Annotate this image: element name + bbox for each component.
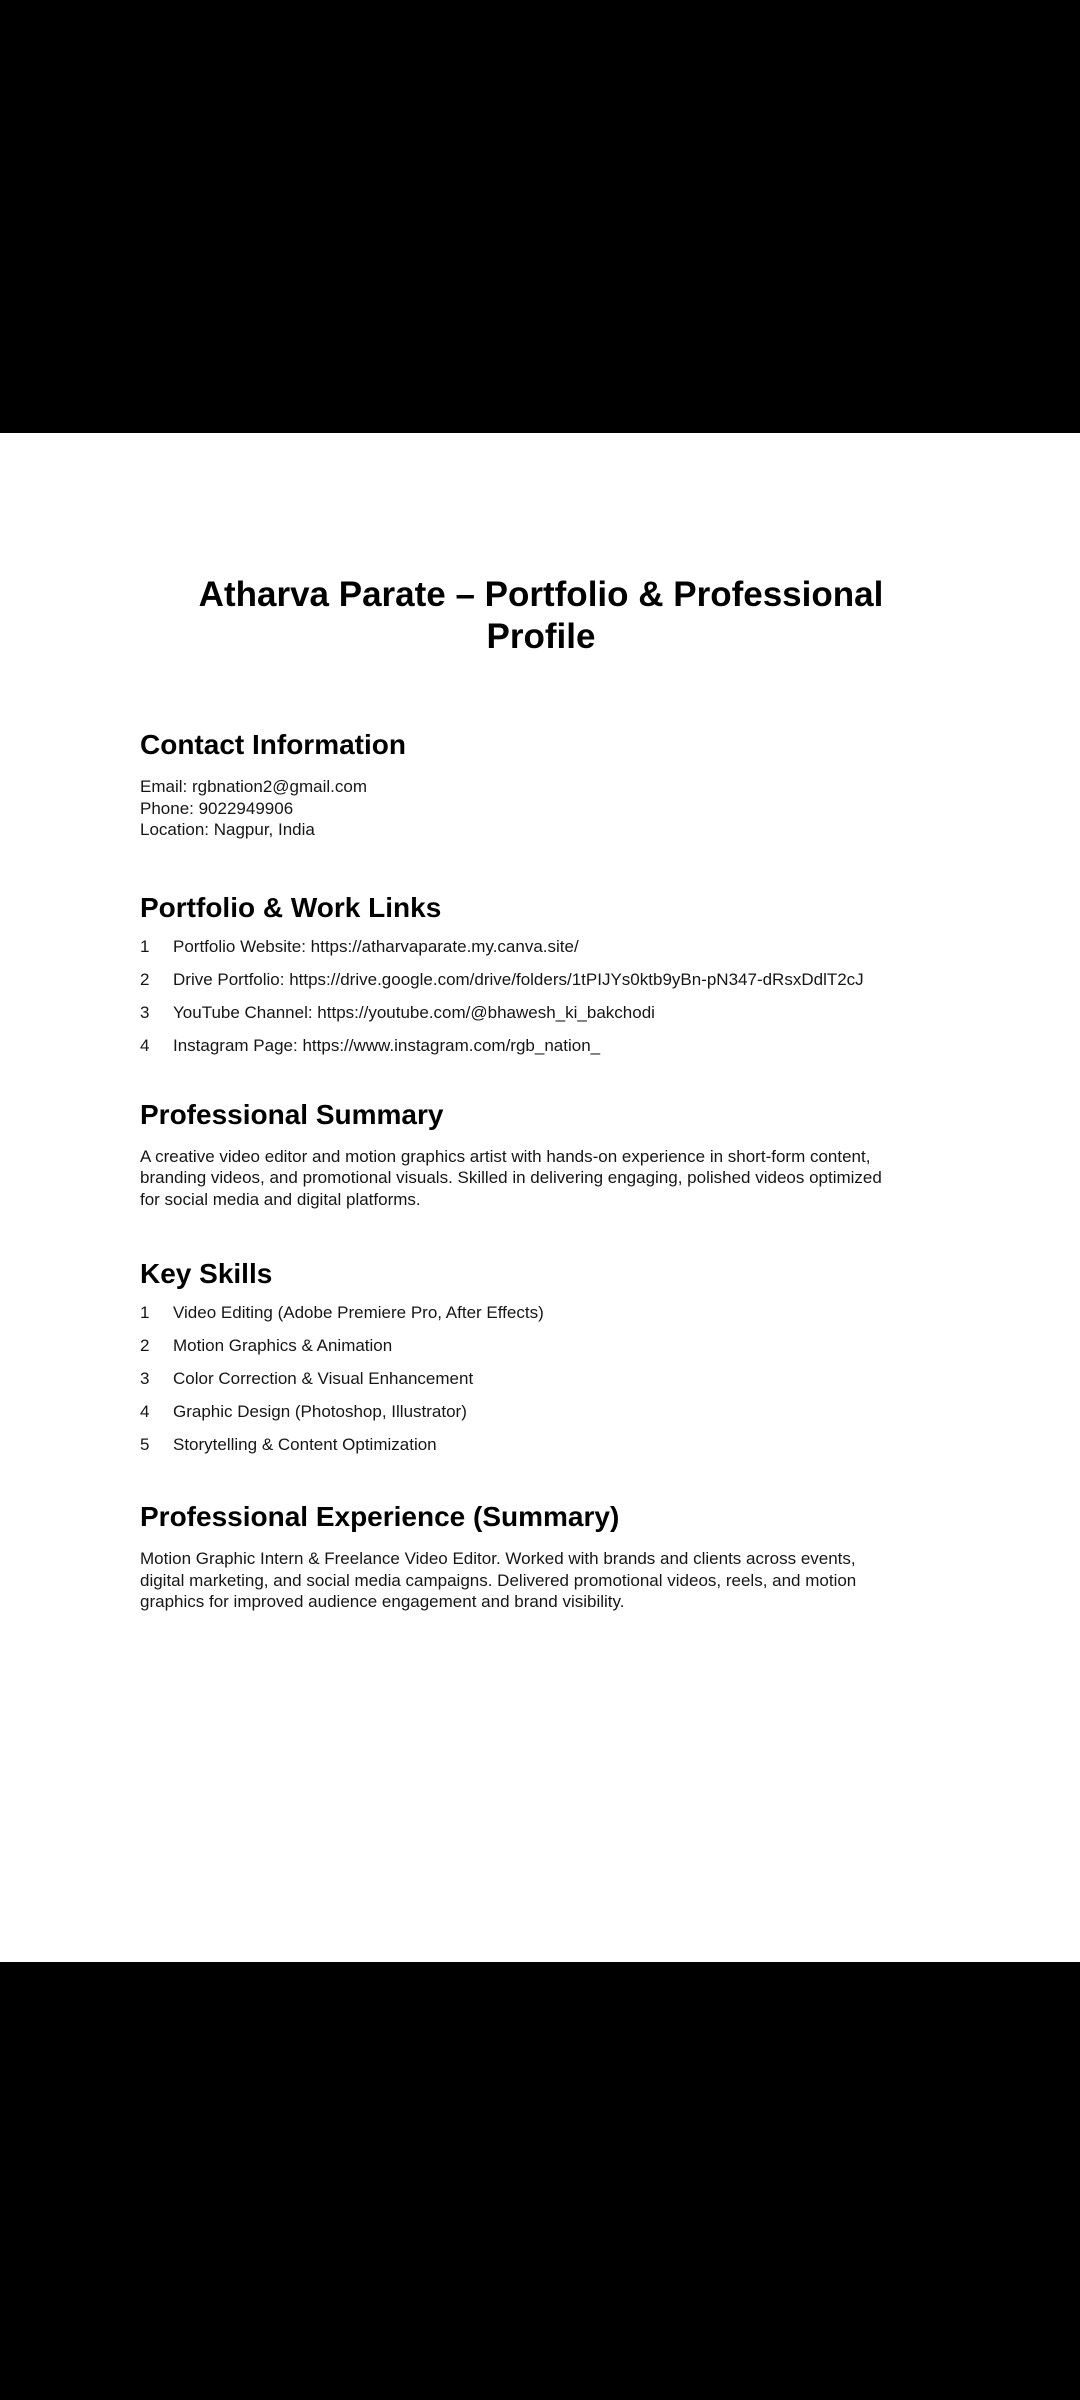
list-item-number: 3 xyxy=(140,1369,150,1388)
list-item xyxy=(140,969,942,991)
list-item-number: 4 xyxy=(140,1035,150,1055)
contact-lines xyxy=(140,776,942,841)
list-item xyxy=(140,1368,942,1390)
section-portfolio-work-links xyxy=(140,841,942,1057)
drive-portfolio-link-text: Drive Portfolio: https://drive.google.com/drive/folders/1tPIJYs0ktb9yBn-pN347-dRsxDdlT2cJ xyxy=(173,969,864,989)
section-professional-experience xyxy=(140,1467,942,1613)
list-item xyxy=(140,1401,942,1423)
list-item xyxy=(140,1002,942,1024)
contact-phone-line: Phone: 9022949906 xyxy=(140,798,294,818)
section-contact-information xyxy=(140,658,942,841)
list-item-number: 5 xyxy=(140,1435,150,1454)
skill-text: Motion Graphics & Animation xyxy=(173,1336,393,1355)
list-item-number: 2 xyxy=(140,1336,150,1355)
list-item-number: 1 xyxy=(140,936,150,956)
contact-location-line: Location: Nagpur, India xyxy=(140,820,315,839)
list-item xyxy=(140,1302,942,1324)
summary-line: A creative video editor and motion graphics artist with hands-on experience in short-form content, xyxy=(140,1146,871,1166)
skill-text: Graphic Design (Photoshop, Illustrator) xyxy=(173,1402,467,1421)
portfolio-website-link-text: Portfolio Website: https://atharvaparate.my.canva.site/ xyxy=(173,936,579,956)
section-professional-summary xyxy=(140,1068,942,1211)
list-item xyxy=(140,1035,942,1057)
summary-line: for social media and digital platforms. xyxy=(140,1189,421,1209)
document-content xyxy=(0,433,1080,1613)
skill-text: Video Editing (Adobe Premiere Pro, After Effects) xyxy=(173,1303,544,1322)
instagram-page-link-text: Instagram Page: https://www.instagram.com/rgb_nation_ xyxy=(173,1035,601,1055)
summary-line: branding videos, and promotional visuals. Skilled in delivering engaging, polished videos optimized xyxy=(140,1168,882,1187)
list-item-number: 4 xyxy=(140,1402,150,1421)
list-item-number: 3 xyxy=(140,1002,150,1022)
summary-heading: Professional Summary xyxy=(140,1098,444,1130)
list-item xyxy=(140,1434,942,1456)
experience-line: digital marketing, and social media campaigns. Delivered promotional videos, reels, and motion xyxy=(140,1570,857,1590)
document-title: Atharva Parate – Portfolio & Professional Profile xyxy=(198,575,884,656)
experience-paragraph xyxy=(140,1548,942,1613)
section-key-skills xyxy=(140,1210,942,1456)
youtube-channel-link-text: YouTube Channel: https://youtube.com/@bhawesh_ki_bakchodi xyxy=(173,1002,655,1022)
list-item xyxy=(140,1335,942,1357)
skill-text: Storytelling & Content Optimization xyxy=(173,1435,437,1454)
links-heading: Portfolio & Work Links xyxy=(140,891,442,923)
experience-line: Motion Graphic Intern & Freelance Video Editor. Worked with brands and clients across events, xyxy=(140,1549,856,1568)
links-list xyxy=(140,936,942,1057)
experience-heading: Professional Experience (Summary) xyxy=(140,1501,620,1532)
list-item-number: 1 xyxy=(140,1303,150,1322)
skills-heading: Key Skills xyxy=(140,1258,273,1289)
contact-email-line: Email: rgbnation2@gmail.com xyxy=(140,777,368,796)
contact-heading: Contact Information xyxy=(140,729,406,760)
skills-list xyxy=(140,1302,942,1456)
summary-paragraph xyxy=(140,1146,942,1211)
document-page[interactable] xyxy=(0,433,1080,1962)
skill-text: Color Correction & Visual Enhancement xyxy=(173,1369,474,1388)
list-item xyxy=(140,936,942,958)
experience-line: graphics for improved audience engagement and brand visibility. xyxy=(140,1592,625,1611)
list-item-number: 2 xyxy=(140,969,150,989)
